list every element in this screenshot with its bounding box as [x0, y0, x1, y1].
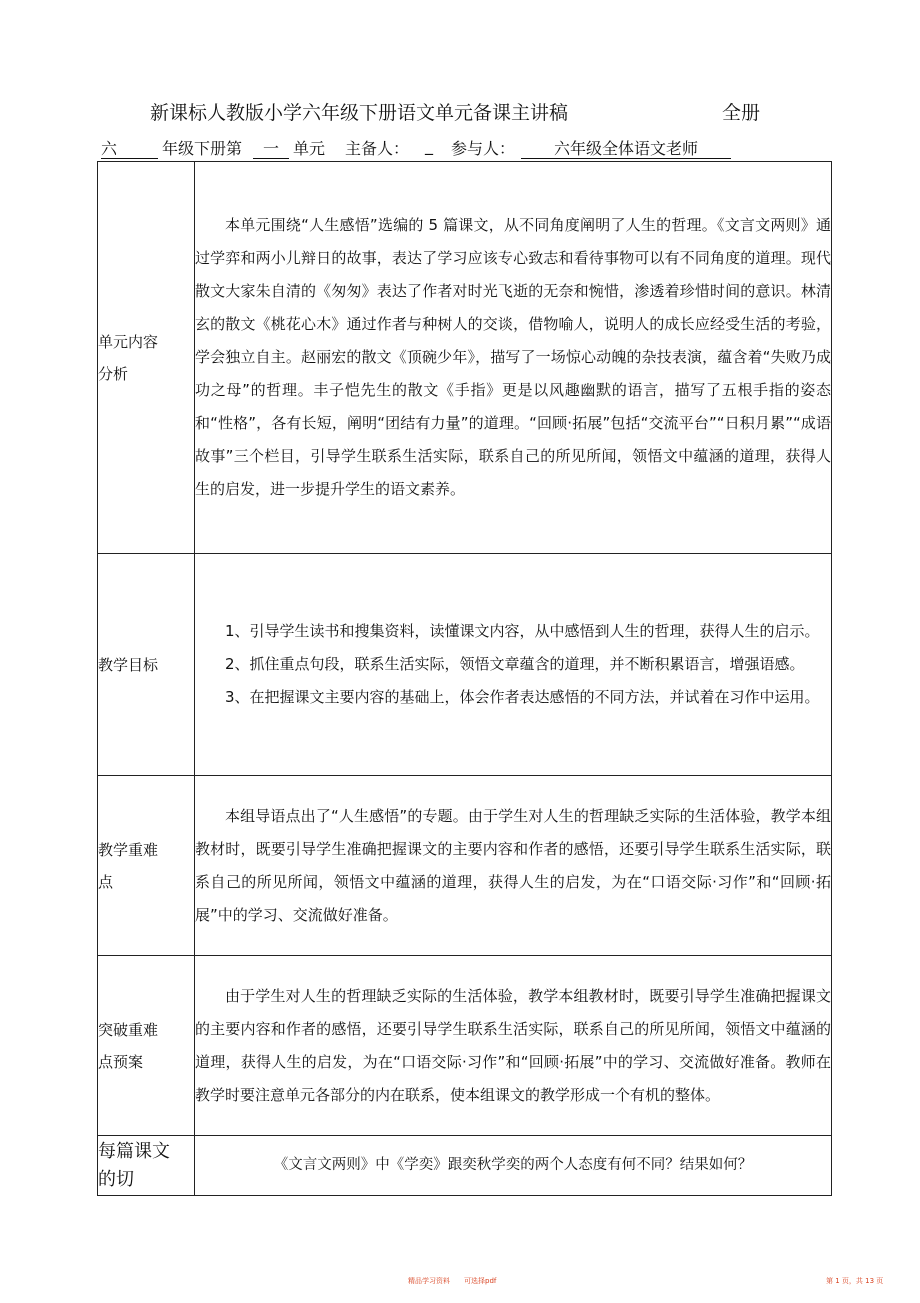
unit-number: 一: [253, 136, 289, 159]
title-suffix: 全册: [722, 102, 761, 124]
table-row: [98, 956, 832, 1136]
table-row: [98, 776, 832, 956]
meta-line: [101, 136, 781, 160]
row-label: 单元内容分析: [98, 162, 195, 554]
row-label: 教学目标: [98, 554, 195, 776]
row-content: [195, 956, 832, 1136]
row-label: 教学重难点: [98, 776, 195, 956]
grade-value: 六: [101, 136, 158, 159]
table-row: [98, 554, 832, 776]
content-paragraph: 3、在把握课文主要内容的基础上，体会作者表达感悟的不同方法，并试着在习作中运用。: [225, 688, 820, 706]
content-paragraph: 本组导语点出了“人生感悟”的专题。由于学生对人生的哲理缺乏实际的生活体验，教学本组教材时，既要引导学生准确把握课文的主要内容和作者的感悟，还要引导学生联系生活实际，联系自己的所见所闻，领悟文中蕴涵的道理，获得人生的启发，为在“口语交际·习作”和“回顾·拓展”中的学习、交流做好准备。: [195, 806, 831, 924]
document-title: [150, 98, 761, 125]
row-content: [195, 776, 832, 956]
row-label: 突破重难点预案: [98, 956, 195, 1136]
host-label: 主备人：: [345, 139, 410, 158]
page-number: 第 1 页，共 13 页: [826, 1277, 884, 1285]
content-paragraph: 本单元围绕“人生感悟”选编的 5 篇课文，从不同角度阐明了人生的哲理。《文言文两则》通过学弈和两小儿辩日的故事，表达了学习应该专心致志和看待事物可以有不同角度的道理。现代散文大家朱自清的《匆匆》表达了作者对时光飞逝的无奈和惋惜，渗透着珍惜时间的意识。林清玄的散文《桃花心木》通过作者与种树人的交谈，借物喻人，说明人的成长应经受生活的考验，学会独立自主。赵丽宏的散文《顶碗少年》，描写了一场惊心动魄的杂技表演，蕴含着“失败乃成功之母”的哲理。丰子恺先生的散文《手指》更是以风趣幽默的语言，描写了五根手指的姿态和“性格”，各有长短，阐明“团结有力量”的道理。“回顾·拓展”包括“交流平台”“日积月累”“成语故事”三个栏目，引导学生联系生活实际，联系自己的所见所闻，领悟文中蕴涵的道理，获得人生的启发，进一步提升学生的语文素养。: [195, 216, 831, 498]
table-row: [98, 162, 832, 554]
content-paragraph: 1、引导学生读书和搜集资料，读懂课文内容，从中感悟到人生的哲理，获得人生的启示。: [225, 622, 820, 640]
content-paragraph: 由于学生对人生的哲理缺乏实际的生活体验，教学本组教材时，既要引导学生准确把握课文的主要内容和作者的感悟，还要引导学生联系生活实际，联系自己的所见所闻，领悟文中蕴涵的道理，获得人生的启发，为在“口语交际·习作”和“回顾·拓展”中的学习、交流做好准备。教师在教学时要注意单元各部分的内在联系，使本组课文的教学形成一个有机的整体。: [195, 986, 831, 1104]
participants-value: 六年级全体语文老师: [521, 136, 731, 159]
content-paragraph: 《文言文两则》中《学奕》跟奕秋学奕的两个人态度有何不同？结果如何？: [273, 1157, 753, 1173]
row-content: [195, 1136, 832, 1196]
table-row: [98, 1136, 832, 1196]
title-text: 新课标人教版小学六年级下册语文单元备课主讲稿: [150, 102, 569, 124]
lesson-plan-table: [97, 161, 832, 1196]
row-content: [195, 162, 832, 554]
content-paragraph: 2、抓住重点句段，联系生活实际，领悟文章蕴含的道理，并不断积累语言，增强语感。: [225, 655, 805, 673]
row-label: 每篇课文的切: [98, 1136, 195, 1196]
row-content: [195, 554, 832, 776]
footer-watermark: 精品学习资料 可选择pdf: [408, 1277, 497, 1285]
host-value: _: [425, 136, 433, 155]
grade-label: 年级下册第: [162, 139, 243, 158]
participants-label: 参与人：: [451, 139, 516, 158]
unit-label: 单元: [293, 139, 326, 158]
